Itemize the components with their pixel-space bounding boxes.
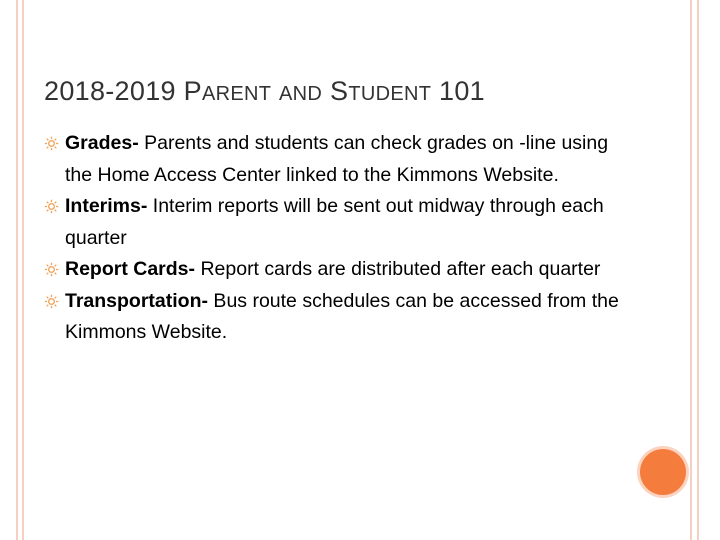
sun-icon	[44, 136, 59, 151]
sun-icon	[44, 199, 59, 214]
right-edge-line-inner	[690, 0, 692, 540]
bullet-heading: Transportation-	[65, 289, 209, 312]
bullet-item-report-cards	[44, 254, 634, 286]
bullet-item-interims	[44, 191, 634, 254]
bullet-text: Report cards are distributed after each quarter	[195, 258, 601, 280]
left-edge-line-outer	[16, 0, 18, 540]
left-edge-line-inner	[22, 0, 24, 540]
title-text: AND	[279, 83, 323, 105]
bullet-item-grades	[44, 128, 634, 191]
sun-icon	[44, 262, 59, 277]
title-text: TUDENT	[348, 83, 432, 105]
bullet-text: Parents and students can check grades on -line using the Home Access Center linked to the Kimmons Website.	[65, 132, 609, 186]
bullet-text: Interim reports will be sent out midway through each quarter	[65, 195, 604, 249]
title-text: 101	[431, 76, 485, 106]
bullet-item-transportation	[44, 286, 634, 349]
bullet-heading: Grades-	[65, 132, 139, 154]
title-text: ARENT	[201, 83, 272, 105]
title-text: S	[322, 76, 349, 106]
bullet-text: Bus route schedules can be accessed from the Kimmons Website.	[65, 289, 619, 343]
title-text	[271, 76, 279, 106]
bullet-list	[44, 128, 634, 349]
title-text: 2018-2019 P	[44, 76, 202, 106]
sun-icon	[44, 294, 59, 309]
right-edge-line-outer	[697, 0, 699, 540]
bullet-heading: Interims-	[65, 195, 148, 217]
bullet-heading: Report Cards-	[65, 258, 196, 280]
decorative-orange-circle	[640, 449, 686, 495]
slide-title	[44, 76, 485, 107]
